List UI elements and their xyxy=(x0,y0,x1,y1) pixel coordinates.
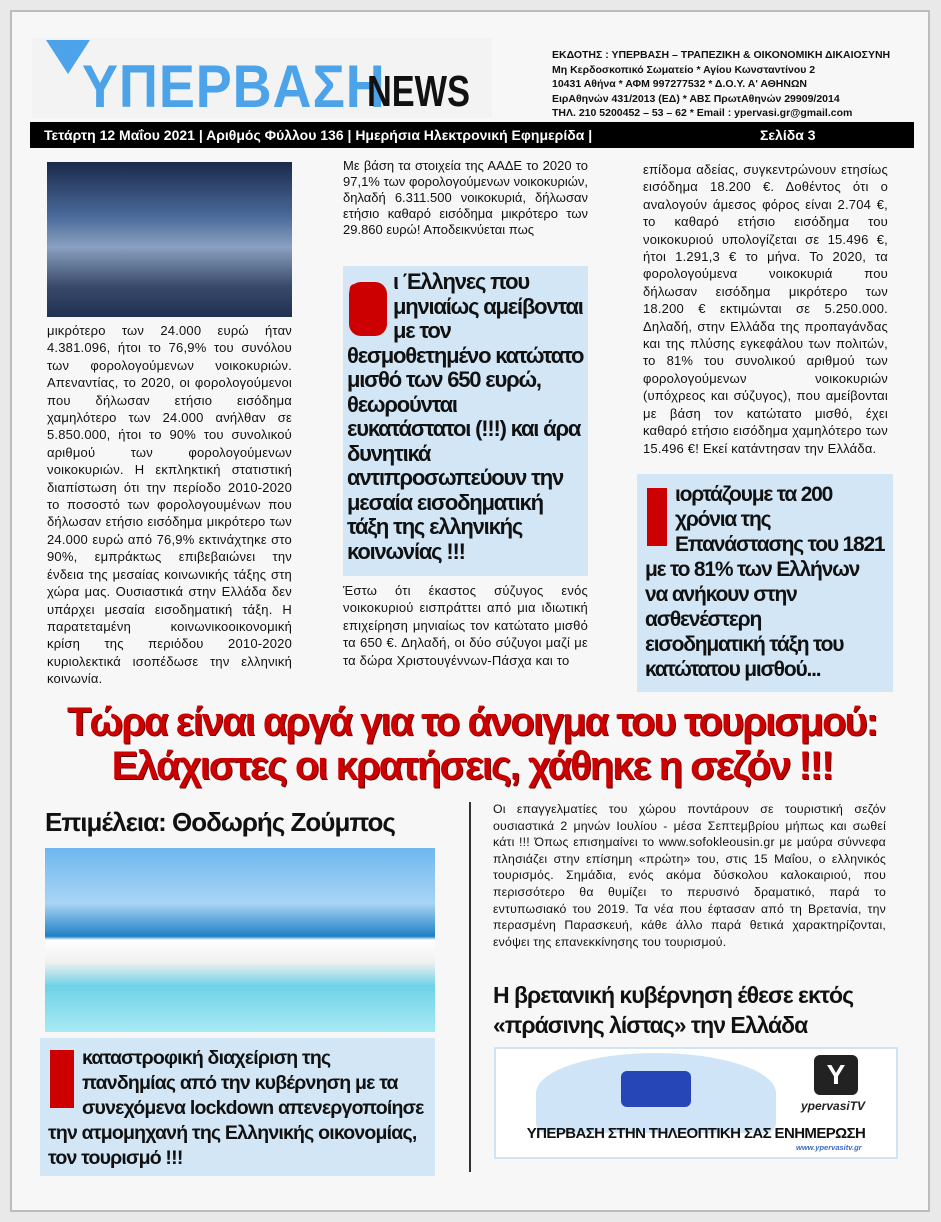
logo-text: ΥΠΕΡΒΑΣΗ xyxy=(82,53,386,120)
col2-text-bottom: Έστω ότι έκαστος σύζυγος ενός νοικοκυριού εισπράττει από μια ιδιωτική επιχείρηση μηνιαίως τον κατώτατο μισθό τα 650 €. Δηλαδή, οι δύο σύζυγοι μαζί με τα δώρα Χριστουγέννων-Πάσχα και το xyxy=(343,583,588,668)
dateline-bar xyxy=(30,122,914,148)
pullquote-text: ι Έλληνες που μηνιαίως αμείβονται με τον θεσμοθετημένο κατώτατο μισθό των 650 ευρώ, θεωρούνται ευκατάστατοι (!!!) και άρα δυνητικά αντιπροσωπεύουν την μεσαία εισοδηματική τάξη της ελληνικής κοινωνίας !!! xyxy=(347,269,584,564)
camera-illustration xyxy=(536,1053,776,1133)
acropolis-storm-photo xyxy=(47,162,292,317)
tourism-article-text: Οι επαγγελματίες του χώρου ποντάρουν σε τουριστική σεζόν ουσιαστικά 2 μηνών Ιουλίου - μέσα Σεπτεμβρίου μήπως και σωθεί κάτι !!! Όπως επισημαίνει το www.sofokleousin.gr με μαύρα σύννεφα πλησιάζει στην επίσημη «πρώτη» του, στις 15 Μαΐου, ο ελληνικός τουρισμός. Σημάδια, ενός ακόμα δύσκολου καλοκαιριού, που περισσότερο θα θυμίζει το περυσινό δραματικό, παρά το εντυπωσιακό του 2019. Τα νέα που έφτασαν από τη Βρετανία, την περασμένη Παρασκευή, κάθε άλλο παρά θετικά χαρακτηρίζονται, ενόψει της επανεκκίνησης του τουρισμού. xyxy=(493,802,886,949)
subheadline: Η βρετανική κυβέρνηση έθεσε εκτός «πράσινης λίστας» την Ελλάδα xyxy=(493,982,854,1038)
drop-cap: Γ xyxy=(647,488,667,546)
pullquote-box-2 xyxy=(637,474,893,692)
pullquote-box xyxy=(343,266,588,576)
page-number: Σελίδα 3 xyxy=(760,127,816,143)
drop-cap: Ο xyxy=(349,282,387,336)
logo-news: NEWS xyxy=(367,67,470,116)
publisher-line: ΕιρΑθηνών 431/2013 (ΕΔ) * ΑΒΣ ΠρωτΑθηνών 29909/2014 xyxy=(552,92,840,105)
publisher-line: Μη Κερδοσκοπικό Σωματείο * Αγίου Κωνσταντίνου 2 xyxy=(552,63,816,76)
headline-line: Ελάχιστες οι κρατήσεις, χάθηκε η σεζόν !!! xyxy=(111,744,833,788)
dateline-text: Τετάρτη 12 Μαΐου 2021 | Αριθμός Φύλλου 136 | Ημερήσια Ηλεκτρονική Εφημερίδα | xyxy=(44,127,593,143)
newspaper-page xyxy=(10,10,930,1212)
pullquote-text: ιορτάζουμε τα 200 χρόνια της Επανάστασης του 1821 με το 81% των Ελλήνων να ανήκουν στην ασθενέστερη εισοδηματική τάξη του κατώτατου μισθού... xyxy=(645,483,885,681)
col3-text: επίδομα αδείας, συγκεντρώνουν ετησίως εισόδημα 18.200 €. Δοθέντος ότι ο αναλογούν άμεσος φόρος είναι 2.704 €, το καθαρό ετήσιο εισόδημα του νοικοκυριού υπολογίζεται σε 15.496 €, ήτοι 1.291,3 € το μήνα. Το 2020, τα φορολογούμενα νοικοκυριά που δήλωσαν εισόδημα μικρότερο των 18.200 € εκτιμώνται σε 5.250.000. Δηλαδή, στην Ελλάδα της προπαγάνδας και της πλύσης εγκεφάλου των πολιτών, το 81% του συνολικού αριθμού των φορολογούμενων νοικοκυριών (υπόχρεος και σύζυγος), που αμείβονται με βάση τον κατώτατο μισθό, έχει καθαρό ετήσιο εισόδημα χαμηλότερο των 15.496 €! Εκεί κατάντησαν την Ελλάδα. xyxy=(643,162,888,456)
col2-text-top: Με βάση τα στοιχεία της ΑΑΔΕ το 2020 το 97,1% των φορολογούμενων νοικοκυριών, δηλαδή 6.311.500 νοικοκυριά, δήλωσαν ετήσιο καθαρό εισόδημα μικρότερο των 29.860 ευρώ! Αποδεικνύεται πως xyxy=(343,158,588,237)
pullquote-box-3 xyxy=(40,1038,435,1176)
publisher-line: ΕΚΔΟΤΗΣ : ΥΠΕΡΒΑΣΗ – ΤΡΑΠΕΖΙΚΗ & ΟΙΚΟΝΟΜΙΚΗ ΔΙΚΑΙΟΣΥΝΗ xyxy=(552,49,891,61)
ypervasi-tv-logo-icon: Y xyxy=(814,1055,858,1095)
masthead-logo xyxy=(32,38,492,118)
column-divider xyxy=(469,802,471,1172)
banner-url[interactable]: www.ypervasitv.gr xyxy=(796,1143,862,1152)
publisher-info xyxy=(552,48,890,121)
banner-caption: ΥΠΕΡΒΑΣΗ ΣΤΗΝ ΤΗΛΕΟΠΤΙΚΗ ΣΑΣ ΕΝΗΜΕΡΩΣΗ xyxy=(526,1125,866,1142)
headline-line: Τώρα είναι αργά για το άνοιγμα του τουρισμού: xyxy=(66,700,878,744)
resort-pool-photo xyxy=(45,848,435,1032)
camera-icon xyxy=(621,1071,691,1107)
pullquote-text: καταστροφική διαχείριση της πανδημίας από την κυβέρνηση με τα συνεχόμενα lockdown απενεργοποίησε την ατμομηχανή της Ελληνικής οικονομίας, τον τουρισμό !!! xyxy=(48,1047,424,1169)
col1-text: μικρότερο των 24.000 ευρώ ήταν 4.381.096, ήτοι το 76,9% του συνόλου των φορολογούμενων νοικοκυριών. Απεναντίας, το 2020, οι φορολογούμενοι που δήλωσαν ετήσιο εισόδημα χαμηλότερο των 24.000 ανήλθαν σε 5.850.000, ήτοι το 90% του συνολικού αριθμού των φορολογούμενων νοικοκυριών. Η εκπληκτική στατιστική διαπίστωση ότι την περίοδο 2010-2020 το ποσοστό των φορολογουμένων που δήλωσαν ετήσιο εισόδημα μικρότερο των 24.000 ευρώ από 76,9% εκτινάχτηκε στο 90%, εμπράκτως επιβεβαιώνει την ένδεια της μεσαίας κοινωνικής τάξης στη χώρα μας. Ουσιαστικά στην Ελλάδα δεν υπάρχει μεσαία εισοδηματική τάξη. Η παρατεταμένη κοινωνικοοικονομική κρίση της περιόδου 2010-2020 κυριολεκτικά ισοπέδωσε την ελληνική κοινωνία. xyxy=(47,323,292,687)
ypervasi-tv-banner[interactable] xyxy=(494,1047,898,1159)
publisher-line: 10431 Αθήνα * ΑΦΜ 997277532 * Δ.Ο.Υ. Α' ΑΘΗΝΩΝ xyxy=(552,78,807,90)
drop-cap: Η xyxy=(50,1050,74,1108)
byline: Επιμέλεια: Θοδωρής Ζούμπος xyxy=(45,807,395,837)
brand-name: ypervasiTV xyxy=(801,1099,866,1113)
main-headline xyxy=(32,700,912,788)
publisher-line: ΤΗΛ. 210 5200452 – 53 – 62 * Email : ypervasi.gr@gmail.com xyxy=(552,107,853,119)
